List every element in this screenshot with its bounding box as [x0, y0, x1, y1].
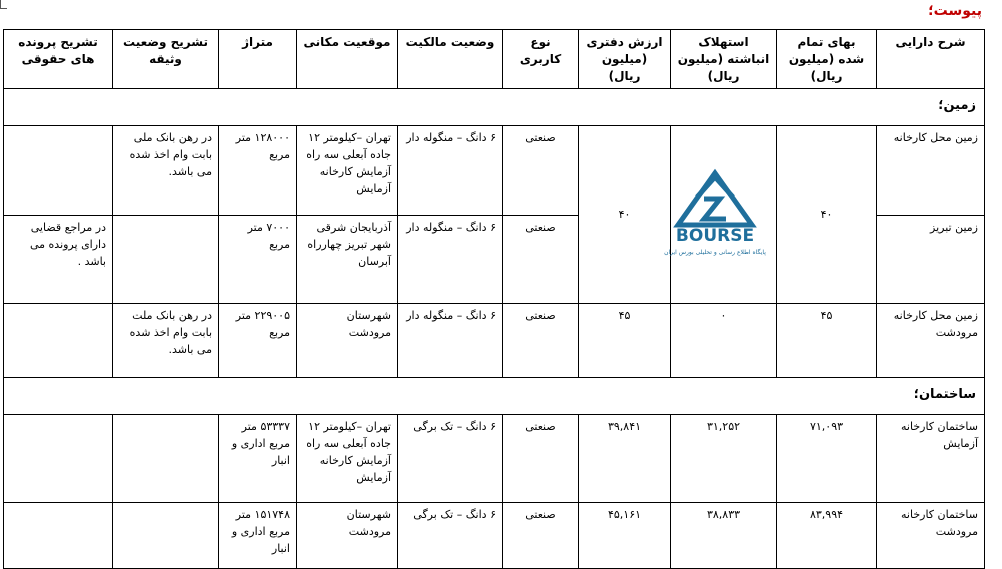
header-asset: شرح دارایی: [877, 30, 985, 89]
cell-location: شهرستان مرودشت: [297, 503, 398, 569]
logo-z-line: [704, 199, 726, 219]
bourse-logo-icon: [660, 167, 770, 262]
table-row: [4, 126, 985, 216]
assets-table: [3, 29, 985, 569]
cell-asset: زمین محل کارخانه مرودشت: [877, 304, 985, 378]
header-location: موقعیت مکانی: [297, 30, 398, 89]
cell-collateral: [113, 503, 219, 569]
cell-area: ۱۲۸۰۰۰ متر مربع: [219, 126, 297, 216]
logo-text: BOURSE: [675, 226, 755, 246]
cell-cost: ۸۳,۹۹۴: [777, 503, 877, 569]
header-cost: بهای تمام شده (میلیون ریال): [777, 30, 877, 89]
cell-depreciation: ۳۱,۲۵۲: [671, 415, 777, 503]
cell-usage: صنعتی: [503, 304, 579, 378]
cell-collateral: در رهن بانک ملی بابت وام اخذ شده می باشد.: [113, 126, 219, 216]
cell-cost-merged: ۴۰: [777, 126, 877, 304]
cell-collateral: [113, 415, 219, 503]
cell-collateral: در رهن بانک ملت بابت وام اخذ شده می باشد.: [113, 304, 219, 378]
cell-usage: صنعتی: [503, 126, 579, 216]
page-title: پیوست؛: [928, 3, 982, 19]
cell-book-value: ۴۵: [579, 304, 671, 378]
header-usage: نوع کاربری: [503, 30, 579, 89]
cell-usage: صنعتی: [503, 503, 579, 569]
cell-book-merged: ۴۰: [579, 126, 671, 304]
cell-location: آذربایجان شرقی شهر تبریز چهارراه آبرسان: [297, 216, 398, 304]
cell-location: تهران –کیلومتر ۱۲ جاده آبعلی سه راه آزمایش کارخانه آزمایش: [297, 415, 398, 503]
cell-location: شهرستان مرودشت: [297, 304, 398, 378]
section-row-land: [4, 89, 985, 126]
cell-legal: [4, 503, 113, 569]
cell-cost: ۴۵: [777, 304, 877, 378]
section-building: ساختمان؛: [4, 378, 985, 415]
cell-area: ۲۲۹۰۰۵ متر مربع: [219, 304, 297, 378]
header-ownership: وضعیت مالکیت: [398, 30, 503, 89]
cell-asset: ساختمان کارخانه آزمایش: [877, 415, 985, 503]
cell-book-value: ۴۵,۱۶۱: [579, 503, 671, 569]
header-legal: تشریح پرونده های حقوقی: [4, 30, 113, 89]
cell-depreciation: ۳۸,۸۳۳: [671, 503, 777, 569]
table-row: [4, 304, 985, 378]
cell-location: تهران –کیلومتر ۱۲ جاده آبعلی سه راه آزمایش کارخانه آزمایش: [297, 126, 398, 216]
table-row: [4, 503, 985, 569]
cell-book-value: ۳۹,۸۴۱: [579, 415, 671, 503]
cell-ownership: ۶ دانگ – تک برگی: [398, 415, 503, 503]
cell-cost: ۷۱,۰۹۳: [777, 415, 877, 503]
cell-legal: [4, 126, 113, 216]
header-collateral: تشریح وضعیت وثیقه: [113, 30, 219, 89]
cell-legal: [4, 304, 113, 378]
table-row: [4, 415, 985, 503]
cell-area: ۵۳۳۳۷ متر مربع اداری و انبار: [219, 415, 297, 503]
logo-tagline: پایگاه اطلاع رسانی و تحلیلی بورس ایران: [664, 249, 766, 256]
header-area: متراژ: [219, 30, 297, 89]
logo-cell: [664, 126, 777, 304]
corner-mark: [0, 0, 7, 9]
cell-area: ۱۵۱۷۴۸ متر مربع اداری و انبار: [219, 503, 297, 569]
section-land: زمین؛: [4, 89, 985, 126]
cell-usage: صنعتی: [503, 415, 579, 503]
cell-asset: زمین محل کارخانه: [877, 126, 985, 216]
cell-ownership: ۶ دانگ – تک برگی: [398, 503, 503, 569]
cell-area: ۷۰۰۰ متر مربع: [219, 216, 297, 304]
cell-depreciation: ۰: [671, 304, 777, 378]
header-row: [4, 30, 985, 89]
cell-asset: زمین تبریز: [877, 216, 985, 304]
cell-collateral: [113, 216, 219, 304]
cell-asset: ساختمان کارخانه مرودشت: [877, 503, 985, 569]
cell-legal: [4, 415, 113, 503]
cell-legal: در مراجع قضایی دارای پرونده می باشد .: [4, 216, 113, 304]
cell-usage: صنعتی: [503, 216, 579, 304]
cell-ownership: ۶ دانگ – منگوله دار: [398, 126, 503, 216]
cell-ownership: ۶ دانگ – منگوله دار: [398, 216, 503, 304]
cell-ownership: ۶ دانگ – منگوله دار: [398, 304, 503, 378]
section-row-building: [4, 378, 985, 415]
header-depreciation: استهلاک انباشته (میلیون ریال): [671, 30, 777, 89]
header-book-value: ارزش دفتری (میلیون ریال): [579, 30, 671, 89]
